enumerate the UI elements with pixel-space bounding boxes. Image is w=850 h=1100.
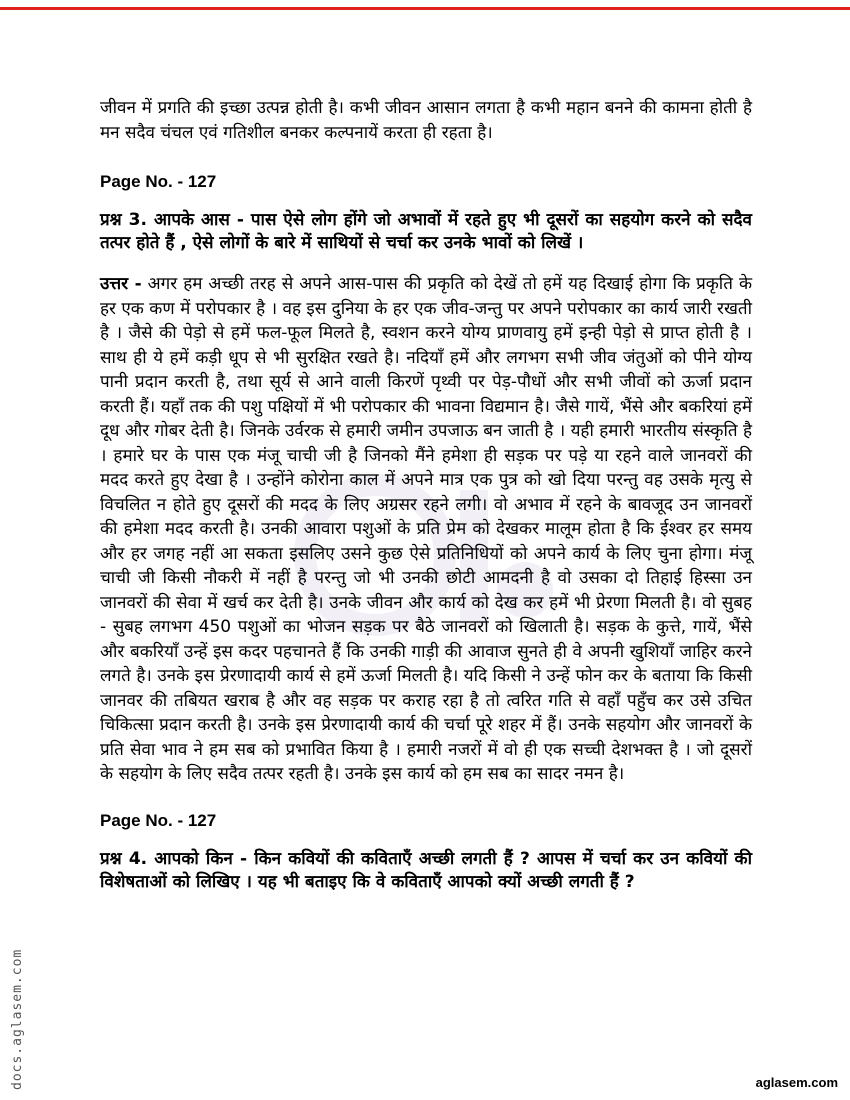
top-red-rule	[0, 7, 850, 10]
intro-paragraph: जीवन में प्रगति की इच्छा उत्पन्न होती है। कभी जीवन आसान लगता है कभी महान बनने की कामना होती है मन सदैव चंचल एवं गतिशील बनकर कल्पनायें करता ही रहता है।	[100, 98, 752, 143]
answer-paragraph	[100, 272, 752, 787]
footer-brand: aglasem.com	[755, 1075, 838, 1090]
question-3: प्रश्न 3. आपके आस - पास ऐसे लोग होंगे जो अभावों में रहते हुए भी दूसरों का सहयोग करने को सदैव तत्पर होते हैं , ऐसे लोगों के बारे में साथियों से चर्चा कर उनके भावों को लिखें ।	[100, 210, 752, 253]
question-4: प्रश्न 4. आपको किन - किन कवियों की कविताएँ अच्छी लगती हैं ? आपस में चर्चा कर उन कवियों की विशेषताओं को लिखिए । यह भी बताइए कि वे कविताएँ आपको क्यों अच्छी लगती हैं ?	[100, 848, 752, 892]
page-number-heading: Page No. - 127	[100, 172, 217, 191]
answer-text: अगर हम अच्छी तरह से अपने आस-पास की प्रकृति को देखें तो हमें यह दिखाई होगा कि प्रकृति के हर एक कण में परोपकार है । वह इस दुनिया के हर एक जीव-जन्तु पर अपने परोपकार का कार्य जारी रखती है । जैसे की पेड़ो से हमें फल-फूल मिलते है, स्वशन करने योग्य प्राणवायु हमें इन्ही पेड़ो से प्राप्त होती है । साथ ही ये हमें कड़ी धूप से भी सुरक्षित रखते है। नदियाँ हमें और लगभग सभी जीव जंतुओं को पीने योग्य पानी प्रदान करती है, तथा सूर्य से आने वाली किरणें पृथ्वी पर पेड़-पौधों और सभी जीवों को ऊर्जा प्रदान करती हैं। यहाँ तक की पशु पक्षियों में भी परोपकार की भावना विद्यमान है। जैसे गायें, भैंसे और बकरियां हमें दूध और गोबर देती है। जिनके उर्वरक से हमारी जमीन उपजाऊ बन जाती है । यही हमारी भारतीय संस्कृति है । हमारे घर के पास एक मंजू चाची जी है जिनको मैंने हमेशा ही सड़क पर पड़े या रहने वाले जानवरों की मदद करते हुए देखा है । उन्होंने कोरोना काल में अपने मात्र एक पुत्र को खो दिया परन्तु वह उसके मृत्यु से विचलित न होते हुए दूसरों की मदद के लिए अग्रसर रहने लगी। वो अभाव में रहने के बावजूद उन जानवरों की हमेशा मदद करती है। उनकी आवारा पशुओं के प्रति प्रेम को देखकर मालूम होता है कि ईश्वर हर समय और हर जगह नहीं आ सकता इसलिए उसने कुछ ऐसे प्रतिनिधियों को अपने कार्य के लिए चुना होगा। मंजू चाची जी किसी नौकरी में नहीं है परन्तु जो भी उनकी छोटी आमदनी है वो उसका दो तिहाई हिस्सा उन जानवरों की सेवा में खर्च कर देती है। उनके जीवन और कार्य को देख कर हमें भी प्रेरणा मिलती है। वो सुबह - सुबह लगभग 450 पशुओं का भोजन सड़क पर बैठे जानवरों को खिलाती है। सड़क के कुत्ते, गायें, भैंसे और बकरियाँ उन्हें इस कदर पहचानते हैं कि उनकी गाड़ी की आवाज सुनते ही वे अपनी खुशियाँ जाहिर करने लगते है। उनके इस प्रेरणादायी कार्य से हमें ऊर्जा मिलती है। यदि किसी ने उन्हें फोन कर के बताया कि किसी जानवर की तबियत खराब है और वह सड़क पर कराह रहा है तो त्वरित गति से वहाँ पहुँच कर उसे उचित चिकित्सा प्रदान करती है। उनके इस प्रेरणादायी कार्य की चर्चा पूरे शहर में हैं। उनके सहयोग और जानवरों के प्रति सेवा भाव ने हम सब को प्रभावित किया है । हमारी नजरों में वो ही एक सच्ची देशभक्त है । जो दूसरों के सहयोग के लिए सदैव तत्पर रहती है। उनके इस कार्य को हम सब का सादर नमन है।	[100, 274, 752, 784]
document-body	[100, 96, 752, 894]
page-number-heading: Page No. - 127	[100, 810, 217, 830]
answer-label: उत्तर -	[100, 274, 142, 294]
side-watermark-text: docs.aglasem.com	[10, 948, 25, 1090]
